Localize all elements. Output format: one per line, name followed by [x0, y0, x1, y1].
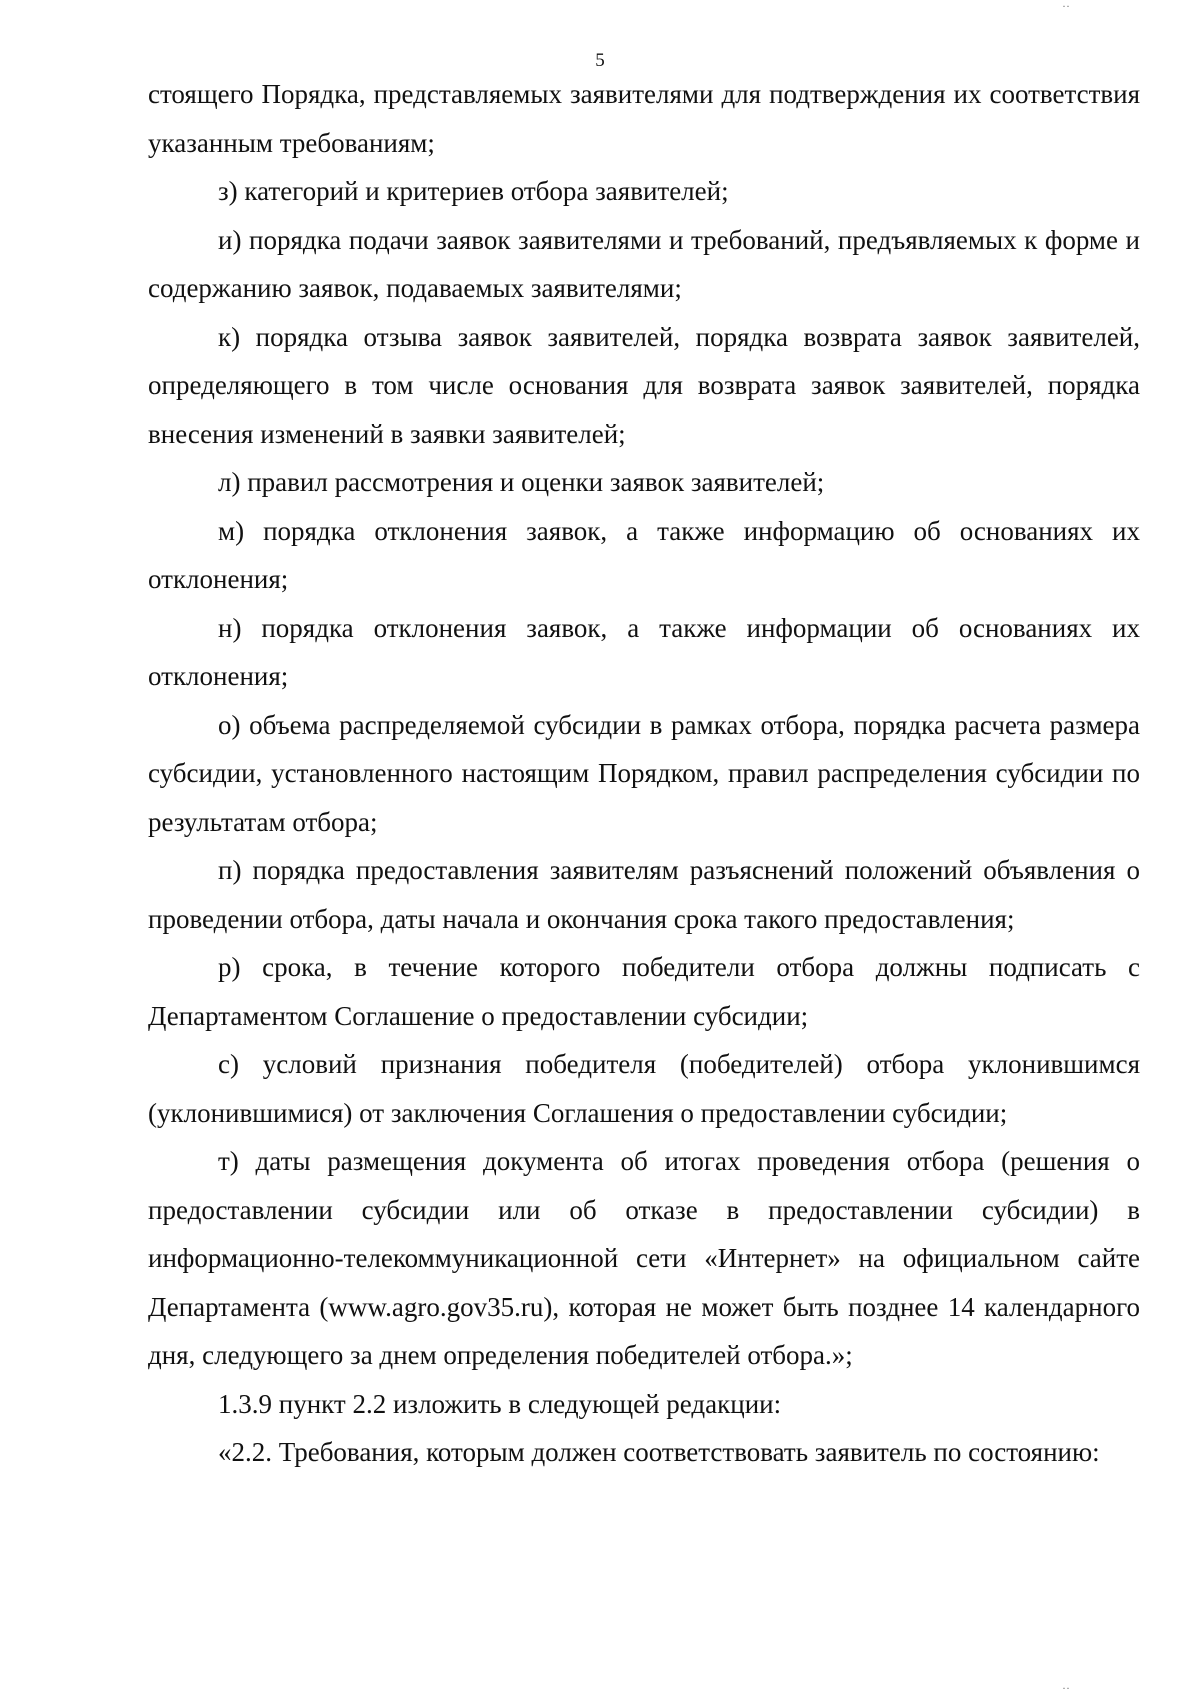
document-body: [148, 70, 1140, 1477]
list-item-n: н) порядка отклонения заявок, а также информации об основаниях их отклонения;: [148, 612, 1140, 691]
quoted-section-2-2: «2.2. Требования, которым должен соответствовать заявитель по состоянию:: [218, 1437, 1100, 1467]
page-number: 5: [595, 50, 605, 71]
amendment-clause: 1.3.9 пункт 2.2 изложить в следующей редакции:: [218, 1388, 782, 1419]
list-item-k: к) порядка отзыва заявок заявителей, порядка возврата заявок заявителей, определяющего в том числе основания для возврата заявок заявителей, порядка внесения изменений в заявки заявителей;: [148, 321, 1140, 449]
list-item-s: с) условий признания победителя (победителей) отбора уклонившимся (уклонившимися) от заключения Соглашения о предоставлении субсидии;: [148, 1049, 1140, 1128]
list-item-l: л) правил рассмотрения и оценки заявок заявителей;: [218, 467, 825, 497]
list-item-z: з) категорий и критериев отбора заявителей;: [218, 176, 729, 206]
scan-mark-top: ··: [1062, 0, 1070, 13]
list-item-i: и) порядка подачи заявок заявителями и требований, предъявляемых к форме и содержанию заявок, подаваемых заявителями;: [148, 224, 1140, 303]
list-item-o: о) объема распределяемой субсидии в рамках отбора, порядка расчета размера субсидии, установленного настоящим Порядком, правил распределения субсидии по результатам отбора;: [148, 709, 1140, 837]
list-item-m: м) порядка отклонения заявок, а также информацию об основаниях их отклонения;: [148, 515, 1140, 594]
list-item-r: р) срока, в течение которого победители отбора должны подписать с Департаментом Соглашение о предоставлении субсидии;: [148, 952, 1140, 1031]
scan-mark-bottom: ··: [1062, 1681, 1070, 1695]
list-item-t: т) даты размещения документа об итогах проведения отбора (решения о предоставлении субсидии или об отказе в предоставлении субсидии) в информационно-телекоммуникационной сети «Интернет» на официальном сайте Департамента (www.agro.gov35.ru), которая не может быть позднее 14 календарного дня, следующего за днем определения победителей отбора.»;: [148, 1146, 1140, 1370]
list-item-p: п) порядка предоставления заявителям разъяснений положений объявления о проведении отбора, даты начала и окончания срока такого предоставления;: [148, 855, 1140, 934]
paragraph-continuation: стоящего Порядка, представляемых заявителями для подтверждения их соответствия указанным требованиям;: [148, 79, 1140, 158]
